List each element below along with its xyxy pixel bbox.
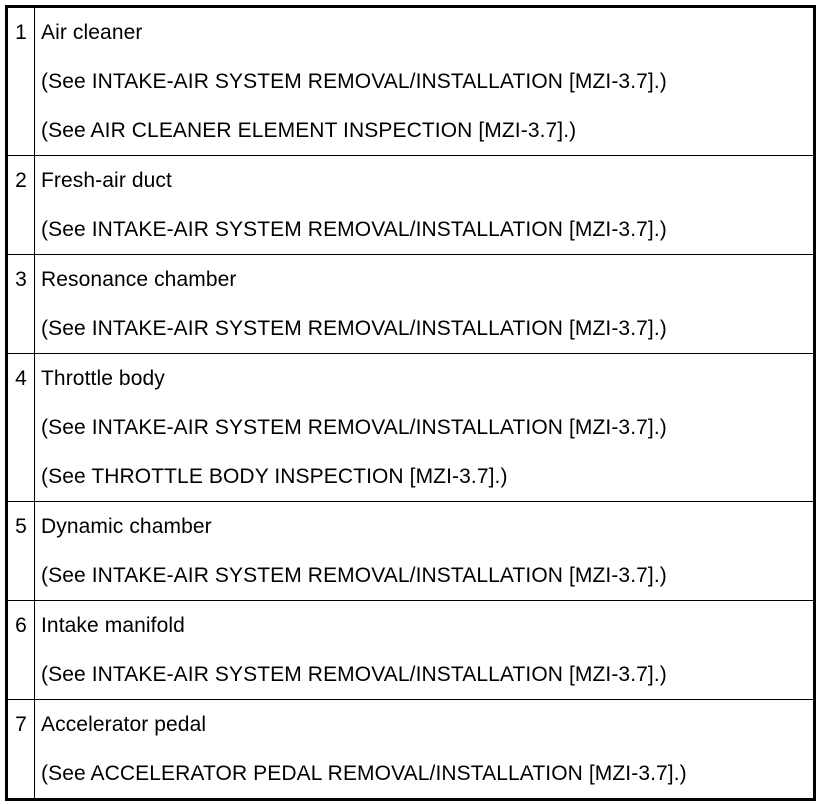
item-name: Throttle body	[41, 367, 165, 390]
item-name: Air cleaner	[41, 21, 143, 44]
item-details	[35, 601, 815, 700]
reference-link[interactable]: (See INTAKE-AIR SYSTEM REMOVAL/INSTALLATION [MZI-3.7].)	[41, 70, 667, 93]
item-name: Dynamic chamber	[41, 515, 212, 538]
item-number: 2	[7, 156, 35, 255]
table-row	[7, 502, 815, 601]
table-row	[7, 601, 815, 700]
item-details	[35, 502, 815, 601]
item-details	[35, 700, 815, 800]
item-name: Fresh-air duct	[41, 169, 172, 192]
item-name: Intake manifold	[41, 614, 185, 637]
parts-table-body	[7, 7, 815, 800]
reference-link[interactable]: (See INTAKE-AIR SYSTEM REMOVAL/INSTALLATION [MZI-3.7].)	[41, 564, 667, 587]
reference-link[interactable]: (See INTAKE-AIR SYSTEM REMOVAL/INSTALLATION [MZI-3.7].)	[41, 416, 667, 439]
table-row	[7, 700, 815, 800]
reference-link[interactable]: (See THROTTLE BODY INSPECTION [MZI-3.7].)	[41, 465, 508, 488]
item-number: 7	[7, 700, 35, 800]
table-row	[7, 354, 815, 502]
item-details	[35, 354, 815, 502]
item-number: 4	[7, 354, 35, 502]
item-number: 3	[7, 255, 35, 354]
table-row	[7, 255, 815, 354]
item-number: 5	[7, 502, 35, 601]
item-details	[35, 255, 815, 354]
reference-link[interactable]: (See INTAKE-AIR SYSTEM REMOVAL/INSTALLATION [MZI-3.7].)	[41, 218, 667, 241]
parts-reference-table	[5, 5, 816, 801]
table-row	[7, 156, 815, 255]
reference-link[interactable]: (See ACCELERATOR PEDAL REMOVAL/INSTALLATION [MZI-3.7].)	[41, 762, 687, 785]
item-name: Resonance chamber	[41, 268, 237, 291]
table-row	[7, 7, 815, 156]
item-number: 1	[7, 7, 35, 156]
reference-link[interactable]: (See INTAKE-AIR SYSTEM REMOVAL/INSTALLATION [MZI-3.7].)	[41, 663, 667, 686]
item-name: Accelerator pedal	[41, 713, 207, 736]
item-details	[35, 7, 815, 156]
reference-link[interactable]: (See AIR CLEANER ELEMENT INSPECTION [MZI-3.7].)	[41, 119, 577, 142]
item-details	[35, 156, 815, 255]
item-number: 6	[7, 601, 35, 700]
reference-link[interactable]: (See INTAKE-AIR SYSTEM REMOVAL/INSTALLATION [MZI-3.7].)	[41, 317, 667, 340]
